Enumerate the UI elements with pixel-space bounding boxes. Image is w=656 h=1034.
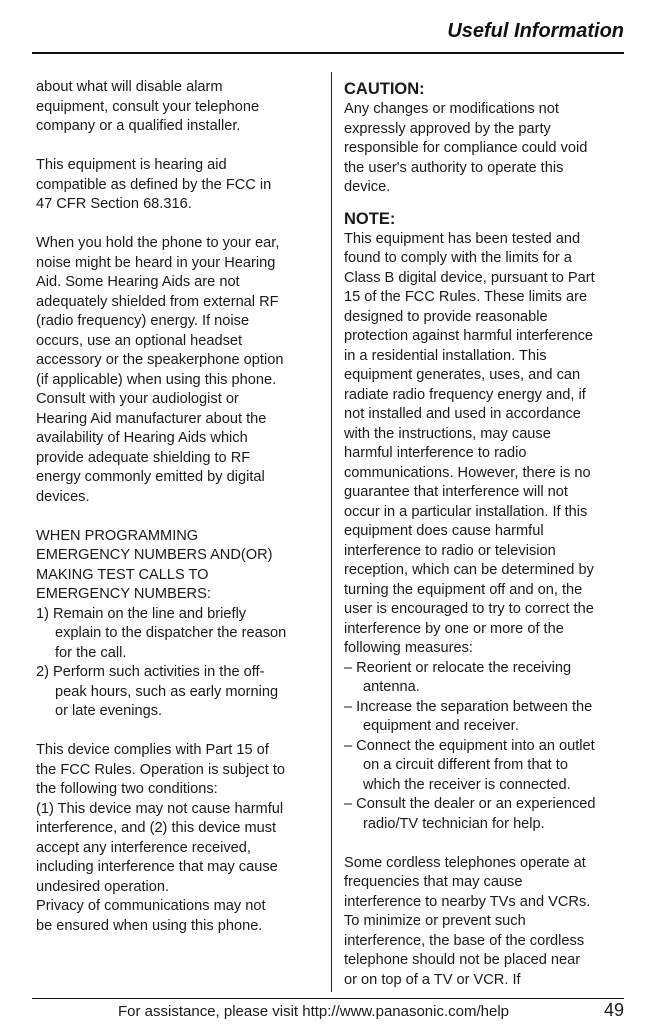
text-line: telephone should not be placed near [344, 952, 581, 968]
paragraph [36, 234, 326, 507]
text-line: user is encouraged to try to correct the [344, 601, 594, 617]
list-item [344, 795, 626, 834]
text-line: peak hours, such as early morning [55, 683, 279, 700]
list-item [344, 698, 626, 737]
note-text [344, 230, 626, 659]
text-line: Class B digital device, pursuant to Part [344, 269, 595, 286]
text-line: guarantee that interference will not [344, 484, 568, 500]
text-line: EMERGENCY NUMBERS: [36, 586, 211, 602]
text-line: – Reorient or relocate the receiving [344, 659, 572, 676]
text-line: the following two conditions: [36, 781, 218, 797]
text-line: occur in a particular installation. If this [344, 503, 588, 520]
text-line: following measures: [344, 640, 473, 656]
text-line: interference to radio or television [344, 542, 556, 559]
text-line: – Connect the equipment into an outlet [344, 737, 595, 754]
text-line: adequately shielded from external RF [36, 293, 279, 310]
text-line: or on top of a TV or VCR. If [344, 971, 521, 988]
text-line: Hearing Aid manufacturer about the [36, 410, 267, 427]
text-line: Aid. Some Hearing Aids are not [36, 274, 240, 290]
page-number: 49 [603, 1000, 624, 1020]
list-item [344, 737, 626, 796]
text-line: with the instructions, may cause [344, 425, 551, 442]
text-line: Any changes or modifications not [344, 101, 559, 117]
text-line: found to comply with the limits for a [344, 250, 572, 266]
text-line: interference, the base of the cordless [344, 932, 585, 949]
text-line: explain to the dispatcher the reason [55, 625, 287, 641]
text-line: interference by one or more of the [344, 620, 564, 637]
text-line: – Increase the separation between the [344, 698, 593, 715]
text-line: designed to provide reasonable [344, 308, 548, 325]
text-line: This equipment is hearing aid [36, 157, 227, 173]
text-line: device. [344, 179, 391, 195]
caution-text [344, 100, 626, 198]
list-item [36, 605, 326, 664]
text-line: devices. [36, 488, 90, 505]
text-line: 2) Perform such activities in the off- [36, 664, 265, 680]
right-column [344, 78, 626, 990]
column-divider [331, 72, 332, 992]
footer-rule [32, 998, 624, 999]
note-heading: NOTE: [344, 209, 396, 228]
text-line: the FCC Rules. Operation is subject to [36, 761, 286, 778]
text-line: accept any interference received, [36, 839, 251, 856]
text-line: expressly approved by the party [344, 120, 551, 137]
text-line: the user's authority to operate this [344, 159, 564, 176]
text-line: reception, which can be determined by [344, 562, 594, 578]
text-line: accessory or the speakerphone option [36, 352, 284, 368]
text-line: company or a qualified installer. [36, 118, 241, 134]
emergency-heading [36, 527, 326, 605]
text-line: energy commonly emitted by digital [36, 469, 265, 485]
page-header-title: Useful Information [447, 20, 624, 42]
text-line: be ensured when using this phone. [36, 917, 263, 934]
paragraph [36, 741, 326, 936]
text-line: about what will disable alarm [36, 79, 223, 95]
list-item [344, 659, 626, 698]
text-line: radiate radio frequency energy and, if [344, 386, 586, 403]
text-line: MAKING TEST CALLS TO [36, 566, 209, 583]
text-line: 47 CFR Section 68.316. [36, 196, 192, 212]
text-line: in a residential installation. This [344, 347, 547, 364]
text-line: which the receiver is connected. [363, 776, 571, 793]
paragraph [36, 156, 326, 215]
text-line: This equipment has been tested and [344, 230, 581, 247]
text-line: interference to nearby TVs and VCRs. [344, 893, 591, 910]
text-line: 15 of the FCC Rules. These limits are [344, 289, 588, 305]
text-line: occurs, use an optional headset [36, 332, 243, 349]
text-line: To minimize or prevent such [344, 913, 526, 929]
text-line: equipment and receiver. [363, 718, 519, 734]
text-line: provide adequate shielding to RF [36, 449, 251, 466]
text-line: for the call. [55, 644, 127, 661]
left-column [36, 78, 326, 936]
text-line: Some cordless telephones operate at [344, 854, 586, 871]
text-line: equipment does cause harmful [344, 523, 544, 539]
text-line: compatible as defined by the FCC in [36, 176, 272, 193]
text-line: 1) Remain on the line and briefly [36, 605, 247, 622]
text-line: equipment, consult your telephone [36, 98, 260, 115]
text-line: This device complies with Part 15 of [36, 742, 269, 758]
text-line: protection against harmful interference [344, 328, 594, 344]
text-line: including interference that may cause [36, 859, 278, 875]
text-line: radio/TV technician for help. [363, 815, 545, 832]
text-line: antenna. [363, 679, 420, 695]
caution-heading: CAUTION: [344, 80, 425, 98]
text-line: undesired operation. [36, 878, 170, 895]
paragraph [36, 78, 326, 137]
text-line: Privacy of communications may not [36, 898, 266, 914]
text-line: EMERGENCY NUMBERS AND(OR) [36, 547, 273, 563]
text-line: not installed and used in accordance [344, 406, 581, 422]
list-item [36, 663, 326, 722]
text-line: availability of Hearing Aids which [36, 430, 248, 446]
header-rule [32, 52, 624, 54]
text-line: responsible for compliance could void [344, 140, 588, 156]
text-line: frequencies that may cause [344, 874, 523, 890]
text-line: or late evenings. [55, 703, 163, 719]
text-line: (if applicable) when using this phone. [36, 371, 277, 388]
paragraph [344, 854, 626, 991]
text-line: harmful interference to radio [344, 445, 527, 461]
text-line: turning the equipment off and on, the [344, 581, 583, 598]
text-line: – Consult the dealer or an experienced [344, 796, 596, 812]
text-line: (1) This device may not cause harmful [36, 800, 284, 817]
text-line: communications. However, there is no [344, 464, 591, 481]
text-line: interference, and (2) this device must [36, 820, 277, 836]
footer-help-text: For assistance, please visit http://www.panasonic.com/help [118, 1003, 510, 1020]
text-line: Consult with your audiologist or [36, 391, 239, 407]
text-line: (radio frequency) energy. If noise [36, 313, 250, 329]
text-line: on a circuit different from that to [363, 757, 568, 773]
text-line: WHEN PROGRAMMING [36, 527, 199, 544]
text-line: When you hold the phone to your ear, [36, 235, 280, 251]
text-line: equipment generates, uses, and can [344, 367, 581, 383]
text-line: noise might be heard in your Hearing [36, 254, 276, 271]
